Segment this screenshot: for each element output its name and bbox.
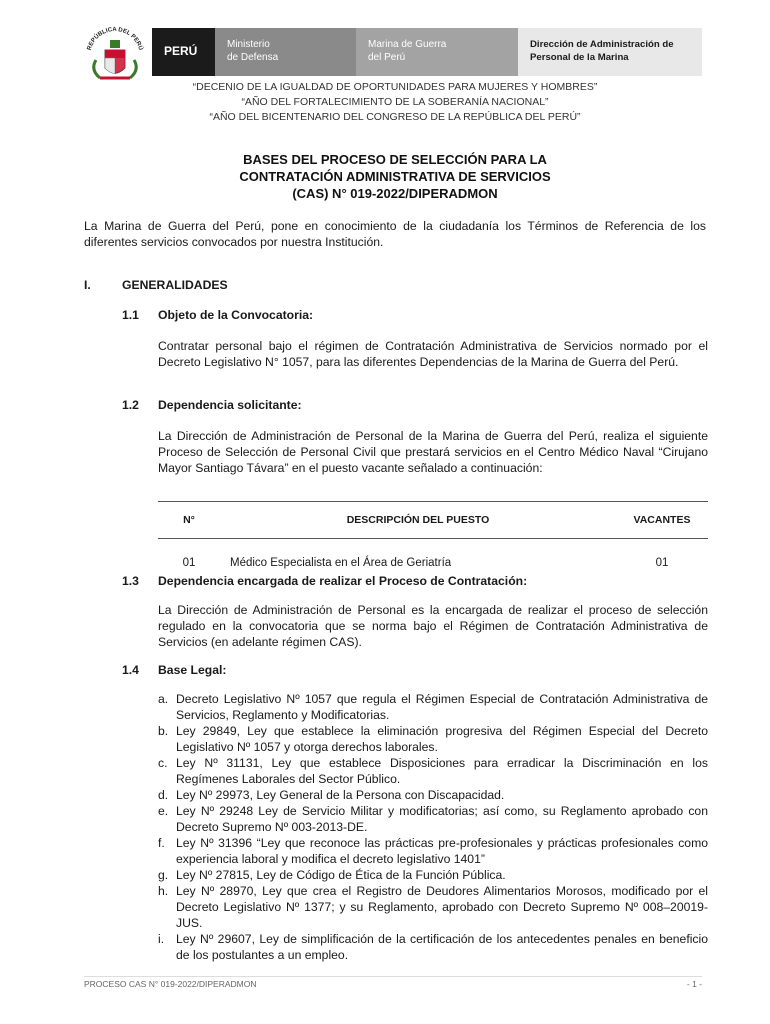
subsection-1-2-number: 1.2: [122, 398, 139, 412]
list-item-letter: i.: [158, 932, 165, 946]
subsection-1-2-text: La Dirección de Administración de Personal de la Marina de Guerra del Perú, realiza el siguiente Proceso de Selección de Personal Civil que prestará servicios en el Centro Médico Naval “Cirujano Mayor Santiago Távara” en el puesto vacante señalado a continuación:: [158, 429, 708, 475]
section-1-title: GENERALIDADES: [122, 278, 228, 292]
intro-paragraph: La Marina de Guerra del Perú, pone en conocimiento de la ciudadanía los Términos de Referencia de los diferentes servicios convocados por nuestra Institución.: [84, 219, 706, 249]
table-header-row: [158, 502, 708, 539]
section-1-number: I.: [84, 278, 91, 292]
table-cell-number: 01: [182, 557, 196, 569]
ministerio-line-2: de Defensa: [227, 52, 279, 63]
legal-basis-list: [158, 691, 708, 963]
vacancy-table: [158, 501, 708, 584]
decenio-line-3: “AÑO DEL BICENTENARIO DEL CONGRESO DE LA REPÚBLICA DEL PERÚ”: [209, 111, 581, 123]
subsection-1-1-number: 1.1: [122, 308, 139, 322]
list-item-text: Decreto Legislativo Nº 1057 que regula el Régimen Especial de Contratación Administrativa de Servicios, Reglamento y Modificatorias.: [176, 692, 708, 722]
list-item: [158, 931, 708, 963]
direccion-line-2: Personal de la Marina: [530, 52, 629, 63]
decenio-block: [80, 80, 710, 125]
subsection-1-4-number: 1.4: [122, 663, 139, 677]
list-item-letter: g.: [158, 868, 169, 882]
list-item-letter: f.: [158, 836, 165, 850]
list-item: [158, 835, 708, 867]
list-item: [158, 867, 708, 883]
marina-line-1: Marina de Guerra: [368, 39, 447, 50]
table-cell-vacancies: 01: [655, 557, 669, 569]
title-line-2: CONTRATACIÓN ADMINISTRATIVA DE SERVICIOS: [239, 169, 551, 184]
subsection-1-4-title: Base Legal:: [158, 663, 227, 677]
list-item-text: Ley Nº 29973, Ley General de la Persona con Discapacidad.: [176, 788, 505, 802]
page-footer: [84, 976, 702, 989]
peru-label-box: [152, 28, 215, 76]
list-item: [158, 883, 708, 931]
document-title: [100, 151, 690, 202]
list-item-text: Ley Nº 28970, Ley que crea el Registro de Deudores Alimentarios Morosos, modificado por el Decreto Legislativo Nº 1377; y su Reglamento, aprobado con Decreto Supremo Nº 008–20019-JUS.: [176, 884, 708, 930]
list-item: [158, 755, 708, 787]
list-item: [158, 723, 708, 755]
list-item-text: Ley Nº 27815, Ley de Código de Ética de la Función Pública.: [176, 868, 506, 882]
list-item-letter: d.: [158, 788, 169, 802]
subsection-1-1-title: Objeto de la Convocatoria:: [158, 308, 314, 322]
subsection-1-2-title: Dependencia solicitante:: [158, 398, 302, 412]
table-header-description: DESCRIPCIÓN DEL PUESTO: [220, 502, 616, 539]
table-header-vacancies: VACANTES: [616, 502, 708, 539]
list-item: [158, 787, 708, 803]
direccion-box: [518, 28, 702, 76]
list-item-letter: e.: [158, 804, 169, 818]
marina-line-2: del Perú: [368, 52, 406, 63]
marina-box: [356, 28, 518, 76]
list-item-letter: a.: [158, 692, 169, 706]
list-item: [158, 803, 708, 835]
direccion-line-1: Dirección de Administración de: [530, 39, 674, 50]
subsection-1-1-text: Contratar personal bajo el régimen de Contratación Administrativa de Servicios normado por el Decreto Legislativo N° 1057, para las diferentes Dependencias de la Marina de Guerra del Perú.: [158, 339, 708, 369]
peru-label: PERÚ: [164, 44, 198, 58]
list-item: [158, 691, 708, 723]
list-item-text: Ley 29849, Ley que establece la eliminación progresiva del Régimen Especial del Decreto Legislativo Nº 1057 y otorga derechos laborales.: [176, 724, 708, 754]
list-item-letter: c.: [158, 756, 168, 770]
peru-coat-of-arms-icon: [80, 26, 150, 88]
crest-text: REPÚBLICA DEL PERÚ: [86, 26, 144, 52]
subsection-1-3-title: Dependencia encargada de realizar el Proceso de Contratación:: [158, 574, 528, 588]
subsection-1-3-text: La Dirección de Administración de Personal es la encargada de realizar el proceso de selección regulado en la convocatoria que se norma bajo el Régimen de Contratación Administrativa de Servicios (en adelante régimen CAS).: [158, 603, 708, 649]
page-number: - 1 -: [686, 979, 702, 989]
list-item-text: Ley Nº 29248 Ley de Servicio Militar y modificatorias; así como, su Reglamento aprobado con Decreto Supremo Nº 003-2013-DE.: [176, 804, 708, 834]
ministerio-box: [215, 28, 356, 76]
footer-process-code: PROCESO CAS N° 019-2022/DIPERADMON: [84, 979, 257, 989]
ministerio-line-1: Ministerio: [227, 39, 270, 50]
subsection-1-3-number: 1.3: [122, 574, 139, 588]
table-header-number: N°: [158, 502, 220, 539]
list-item-text: Ley Nº 29607, Ley de simplificación de la certificación de los antecedentes penales en beneficio de los postulantes a un empleo.: [176, 932, 708, 962]
title-line-3: (CAS) N° 019-2022/DIPERADMON: [292, 186, 498, 201]
list-item-text: Ley Nº 31131, Ley que establece Disposiciones para erradicar la Discriminación en los Regímenes Laborales del Sector Público.: [176, 756, 708, 786]
list-item-letter: b.: [158, 724, 169, 738]
title-line-1: BASES DEL PROCESO DE SELECCIÓN PARA LA: [243, 152, 547, 167]
decenio-line-1: “DECENIO DE LA IGUALDAD DE OPORTUNIDADES PARA MUJERES Y HOMBRES”: [192, 81, 598, 93]
decenio-line-2: “AÑO DEL FORTALECIMIENTO DE LA SOBERANÍA NACIONAL”: [241, 96, 549, 108]
table-cell-description: Médico Especialista en el Área de Geriatría: [230, 557, 452, 569]
list-item-letter: h.: [158, 884, 169, 898]
list-item-text: Ley Nº 31396 “Ley que reconoce las prácticas pre-profesionales y prácticas profesionales como experiencia laboral y modifica el decreto legislativo 1401”: [176, 836, 708, 866]
document-header: [0, 0, 770, 90]
